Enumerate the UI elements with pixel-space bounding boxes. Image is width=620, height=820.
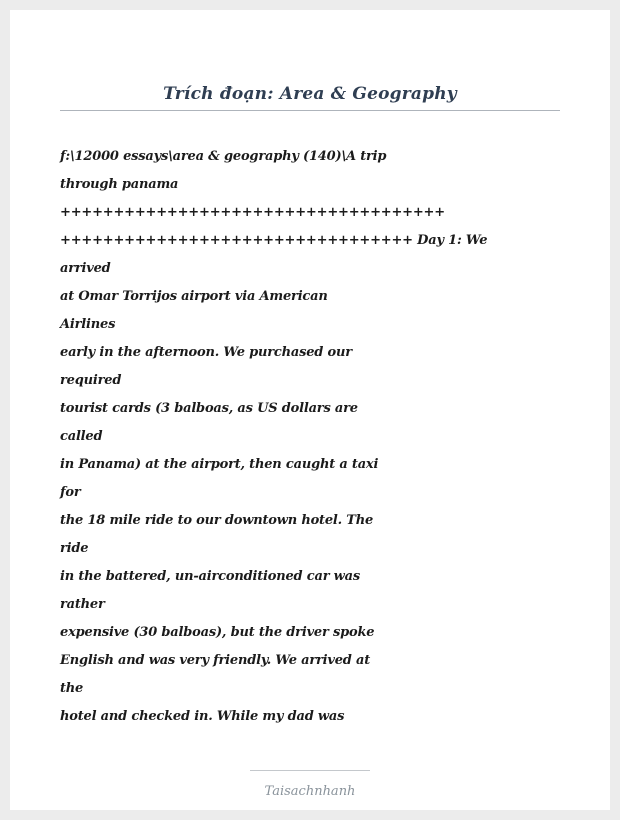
text-line: required — [60, 373, 122, 388]
text-line: tourist cards (3 balboas, as US dollars are — [60, 401, 358, 416]
footer-brand: Taisachnhanh — [264, 784, 356, 799]
text-line: Airlines — [60, 317, 116, 332]
text-line: the — [60, 681, 84, 696]
text-line: the 18 mile ride to our downtown hotel. The — [60, 513, 374, 528]
text-line: called — [60, 429, 103, 444]
text-line: through panama — [60, 177, 179, 192]
text-line: early in the afternoon. We purchased our — [60, 345, 352, 360]
text-line: ride — [60, 541, 89, 556]
text-line: +++++++++++++++++++++++++++++++++ Day 1: We — [60, 233, 488, 248]
text-line: ++++++++++++++++++++++++++++++++++++ — [60, 205, 445, 220]
title-divider — [60, 110, 560, 111]
text-line: at Omar Torrijos airport via American — [60, 289, 328, 304]
text-line: expensive (30 balboas), but the driver spoke — [60, 625, 375, 640]
text-line: rather — [60, 597, 105, 612]
footer-divider — [250, 770, 370, 771]
document-page — [10, 10, 610, 810]
text-line: English and was very friendly. We arrived at — [60, 653, 371, 668]
text-line: for — [60, 485, 81, 500]
essay-body — [60, 143, 488, 731]
text-line: arrived — [60, 261, 111, 276]
text-line: f:\12000 essays\area & geography (140)\A trip — [60, 149, 387, 164]
text-line: in Panama) at the airport, then caught a taxi — [60, 457, 379, 472]
page-title: Trích đoạn: Area & Geography — [163, 84, 457, 104]
text-line: in the battered, un-airconditioned car was — [60, 569, 361, 584]
text-line: hotel and checked in. While my dad was — [60, 709, 345, 724]
